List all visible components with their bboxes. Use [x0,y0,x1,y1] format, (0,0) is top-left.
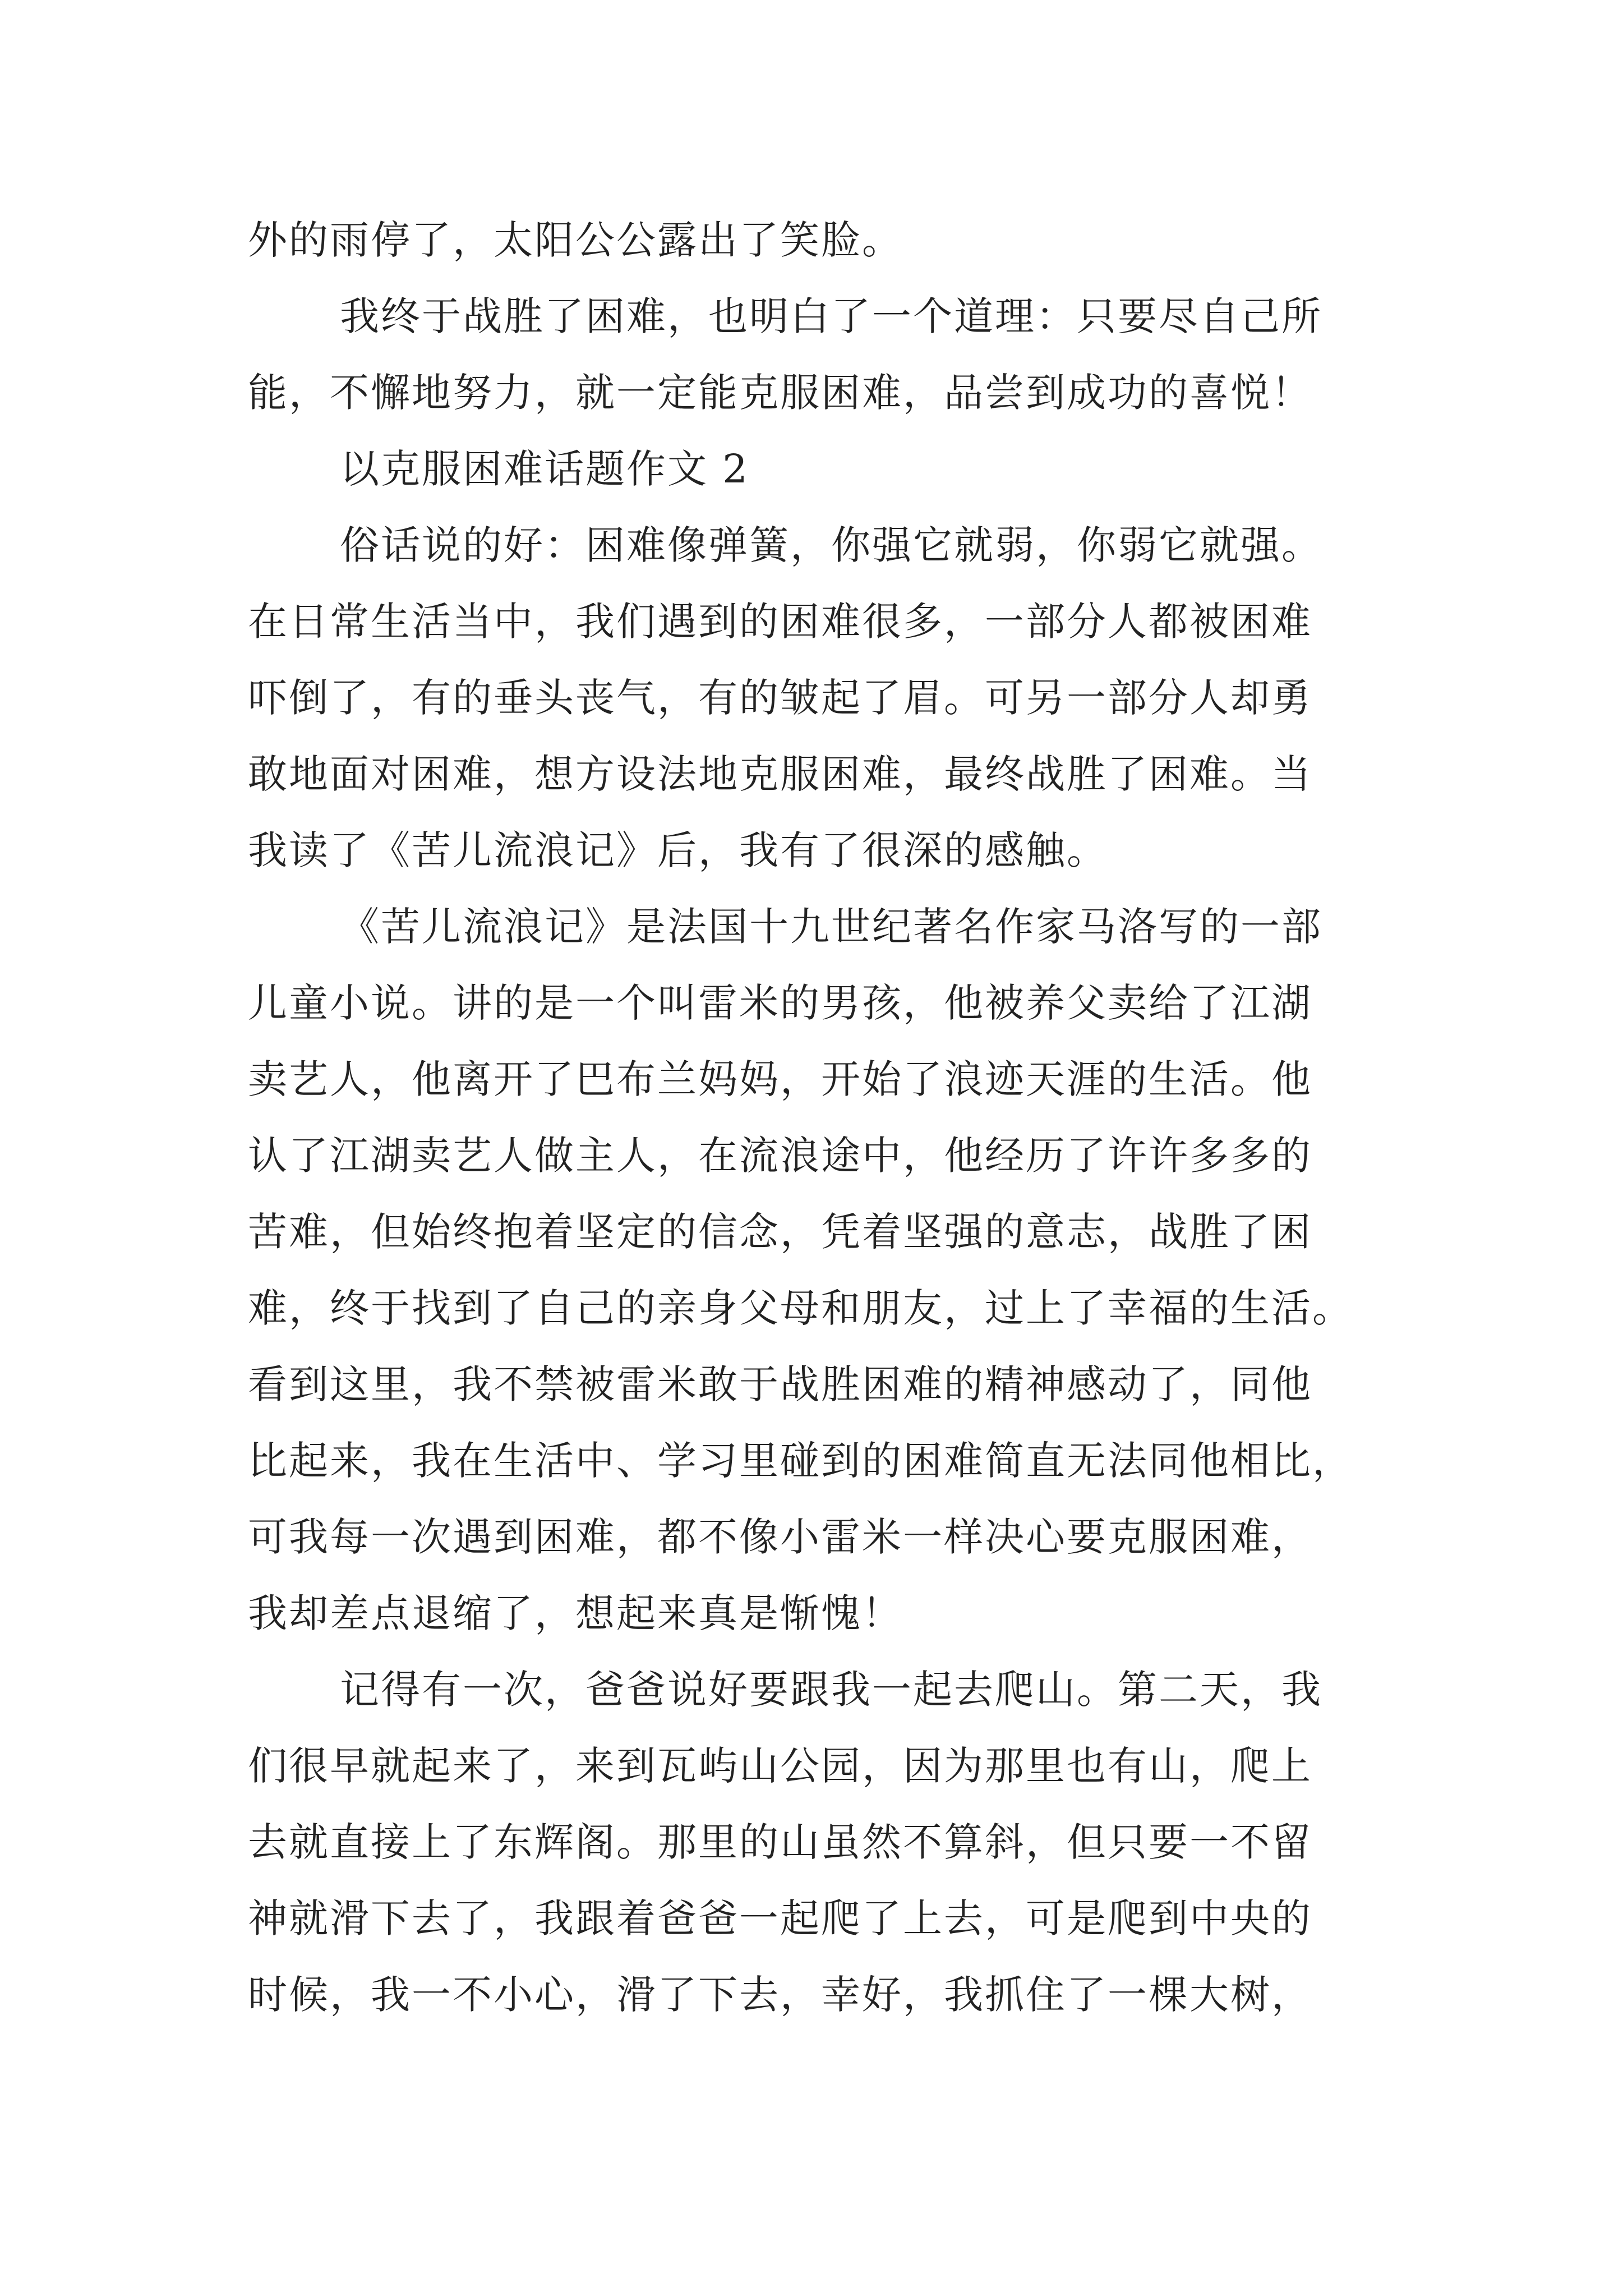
text-line: 看到这里，我不禁被雷米敢于战胜困难的精神感动了，同他 [248,1361,1312,1407]
text-line: 我读了《苦儿流浪记》后，我有了很深的感触。 [248,827,1108,873]
text-line: 去就直接上了东辉阁。那里的山虽然不算斜，但只要一不留 [248,1819,1312,1865]
text-line: 可我每一次遇到困难，都不像小雷米一样决心要克服困难， [248,1514,1312,1560]
text-line: 卖艺人，他离开了巴布兰妈妈，开始了浪迹天涯的生活。他 [248,1056,1312,1102]
text-line: 在日常生活当中，我们遇到的困难很多，一部分人都被困难 [248,599,1312,645]
text-line: 儿童小说。讲的是一个叫雷米的男孩，他被养父卖给了江湖 [248,980,1312,1026]
text-line: 认了江湖卖艺人做主人，在流浪途中，他经历了许许多多的 [248,1133,1312,1179]
text-line: 我却差点退缩了，想起来真是惭愧！ [248,1590,903,1636]
text-line: 吓倒了，有的垂头丧气，有的皱起了眉。可另一部分人却勇 [248,675,1312,721]
text-line: 《苦儿流浪记》是法国十九世纪著名作家马洛写的一部 [340,904,1322,950]
text-line: 神就滑下去了，我跟着爸爸一起爬了上去，可是爬到中央的 [248,1895,1312,1941]
text-line: 们很早就起来了，来到瓦屿山公园，因为那里也有山，爬上 [248,1743,1312,1789]
text-line: 能，不懈地努力，就一定能克服困难，品尝到成功的喜悦！ [248,370,1312,416]
text-line: 记得有一次，爸爸说好要跟我一起去爬山。第二天，我 [340,1667,1322,1713]
text-line: 时候，我一不小心，滑了下去，幸好，我抓住了一棵大树， [248,1972,1312,2018]
text-line: 比起来，我在生活中、学习里碰到的困难简直无法同他相比， [248,1438,1353,1484]
text-line: 俗话说的好：困难像弹簧，你强它就弱，你弱它就强。 [340,522,1322,568]
text-line: 苦难，但始终抱着坚定的信念，凭着坚强的意志，战胜了困 [248,1209,1312,1255]
text-line: 难，终于找到了自己的亲身父母和朋友，过上了幸福的生活。 [248,1285,1353,1331]
text-line: 敢地面对困难，想方设法地克服困难，最终战胜了困难。当 [248,751,1312,797]
body-text [248,202,1386,2033]
text-line: 外的雨停了，太阳公公露出了笑脸。 [248,217,903,263]
text-line: 我终于战胜了困难，也明白了一个道理：只要尽自己所 [340,293,1322,339]
section-heading: 以克服困难话题作文 2 [340,446,749,492]
